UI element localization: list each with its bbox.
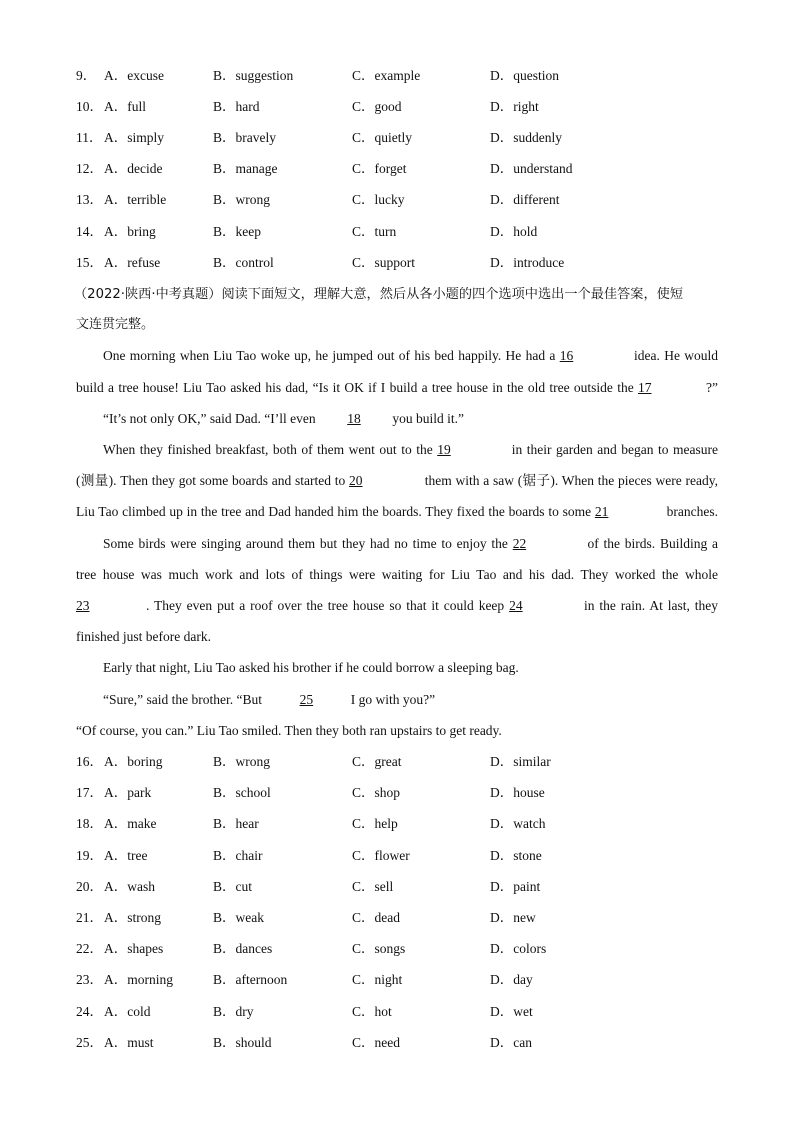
blank-19: 19: [437, 442, 451, 457]
option-a: A．strong: [104, 910, 161, 925]
option-d: D．understand: [490, 161, 573, 176]
option-b: B．afternoon: [213, 972, 288, 987]
option-b: B．cut: [213, 879, 252, 894]
option-d: D．house: [490, 785, 545, 800]
option-b: B．weak: [213, 910, 264, 925]
option-a: A．park: [104, 785, 152, 800]
option-b: B．school: [213, 785, 271, 800]
option-c: C．example: [352, 68, 421, 83]
option-d: D．similar: [490, 754, 551, 769]
passage-text: in the rain. At last, they: [579, 598, 718, 613]
option-a: A．cold: [104, 1004, 151, 1019]
blank-18: 18: [347, 411, 361, 426]
passage-line: [103, 346, 718, 366]
passage-text: them with a saw (锯子). When the pieces were ready,: [421, 473, 718, 488]
option-d: D．can: [490, 1035, 532, 1050]
question-number: 25．: [76, 1035, 103, 1050]
option-a: A．morning: [104, 972, 173, 987]
option-b: B．wrong: [213, 192, 270, 207]
blank-20: 20: [349, 473, 363, 488]
option-d: D．question: [490, 68, 559, 83]
option-c: C．songs: [352, 941, 406, 956]
option-d: D．introduce: [490, 255, 565, 270]
question-number: 13．: [76, 192, 103, 207]
option-b: B．keep: [213, 224, 261, 239]
question-number: 10．: [76, 99, 103, 114]
option-c: C．sell: [352, 879, 394, 894]
option-c: C．turn: [352, 224, 397, 239]
question-number: 22．: [76, 941, 103, 956]
passage-text: build a tree house! Liu Tao asked his dad, “Is it OK if I build a tree house in the old tree outside the: [76, 380, 639, 395]
option-d: D．colors: [490, 941, 547, 956]
option-b: B．suggestion: [213, 68, 294, 83]
option-d: D．paint: [490, 879, 541, 894]
question-number: 9．: [76, 68, 97, 83]
passage-text: When they finished breakfast, both of them went out to the: [103, 442, 438, 457]
passage-text: “Sure,” said the brother. “But: [103, 692, 266, 707]
option-b: B．should: [213, 1035, 272, 1050]
option-c: C．need: [352, 1035, 400, 1050]
option-a: A．refuse: [104, 255, 161, 270]
option-c: C．forget: [352, 161, 407, 176]
question-number: 18．: [76, 816, 103, 831]
passage-text: . They even put a roof over the tree house so that it could keep: [146, 598, 510, 613]
option-b: B．bravely: [213, 130, 276, 145]
option-c: C．support: [352, 255, 416, 270]
passage-line: [103, 440, 718, 460]
question-number: 15．: [76, 255, 103, 270]
passage-text: (测量). Then they got some boards and started to: [76, 473, 350, 488]
instruction-line-1: （2022·陕西·中考真题）阅读下面短文，理解大意，然后从各小题的四个选项中选出一个最佳答案，使短: [74, 287, 684, 302]
question-number: 14．: [76, 224, 103, 239]
option-a: A．must: [104, 1035, 154, 1050]
passage-text: Some birds were singing around them but they had no time to enjoy the: [103, 536, 513, 551]
option-c: C．help: [352, 816, 398, 831]
option-d: D．stone: [490, 848, 542, 863]
passage-text: in their garden and began to measure: [507, 442, 718, 457]
passage-line: [76, 502, 718, 522]
option-b: B．control: [213, 255, 274, 270]
passage-line: [103, 534, 718, 554]
option-d: D．different: [490, 192, 560, 207]
passage-line: tree house was much work and lots of things were waiting for Liu Tao and his dad. They worked the whole: [76, 567, 718, 582]
passage-line: [76, 378, 718, 398]
passage-line: [76, 596, 718, 616]
option-b: B．wrong: [213, 754, 270, 769]
option-a: A．shapes: [104, 941, 164, 956]
option-c: C．lucky: [352, 192, 405, 207]
option-c: C．shop: [352, 785, 401, 800]
option-d: D．suddenly: [490, 130, 562, 145]
option-c: C．flower: [352, 848, 410, 863]
question-number: 19．: [76, 848, 103, 863]
option-a: A．wash: [104, 879, 155, 894]
option-a: A．bring: [104, 224, 156, 239]
passage-line: “Of course, you can.” Liu Tao smiled. Then they both ran upstairs to get ready.: [76, 723, 502, 738]
passage-text: branches.: [662, 504, 718, 519]
option-c: C．quietly: [352, 130, 412, 145]
option-b: B．chair: [213, 848, 263, 863]
passage-text: idea. He would: [629, 348, 718, 363]
option-b: B．dances: [213, 941, 273, 956]
question-number: 11．: [76, 130, 103, 145]
passage-text: you build it.”: [388, 411, 464, 426]
question-number: 17．: [76, 785, 103, 800]
option-c: C．great: [352, 754, 402, 769]
question-number: 12．: [76, 161, 103, 176]
option-d: D．hold: [490, 224, 538, 239]
option-c: C．hot: [352, 1004, 392, 1019]
option-a: A．simply: [104, 130, 165, 145]
passage-text: One morning when Liu Tao woke up, he jumped out of his bed happily. He had a: [103, 348, 560, 363]
option-d: D．day: [490, 972, 533, 987]
passage-text: ?”: [706, 380, 718, 395]
blank-23: 23: [76, 598, 90, 613]
option-a: A．tree: [104, 848, 148, 863]
passage-text: “It’s not only OK,” said Dad. “I’ll even: [103, 411, 319, 426]
blank-25: 25: [299, 692, 314, 707]
blank-22: 22: [512, 536, 527, 551]
option-b: B．hear: [213, 816, 259, 831]
passage-line: [103, 409, 718, 429]
option-a: A．make: [104, 816, 157, 831]
question-number: 16．: [76, 754, 103, 769]
option-d: D．wet: [490, 1004, 533, 1019]
option-a: A．full: [104, 99, 146, 114]
passage-line: Early that night, Liu Tao asked his brother if he could borrow a sleeping bag.: [103, 660, 519, 675]
option-a: A．excuse: [104, 68, 164, 83]
passage-line: [76, 471, 718, 491]
question-number: 20．: [76, 879, 103, 894]
option-c: C．dead: [352, 910, 400, 925]
option-a: A．terrible: [104, 192, 167, 207]
question-number: 21．: [76, 910, 103, 925]
option-b: B．manage: [213, 161, 278, 176]
option-a: A．decide: [104, 161, 163, 176]
passage-line: finished just before dark.: [76, 629, 211, 644]
passage-text: of the birds. Building a: [582, 536, 718, 551]
blank-16: 16: [559, 348, 574, 363]
blank-21: 21: [594, 504, 609, 519]
option-d: D．watch: [490, 816, 546, 831]
option-b: B．dry: [213, 1004, 254, 1019]
question-number: 24．: [76, 1004, 103, 1019]
passage-text: I go with you?”: [347, 692, 436, 707]
option-c: C．night: [352, 972, 403, 987]
question-number: 23．: [76, 972, 103, 987]
blank-17: 17: [638, 380, 652, 395]
option-d: D．new: [490, 910, 536, 925]
option-c: C．good: [352, 99, 402, 114]
option-b: B．hard: [213, 99, 260, 114]
passage-text: Liu Tao climbed up in the tree and Dad handed him the boards. They fixed the boards to some: [76, 504, 595, 519]
instruction-line-2: 文连贯完整。: [76, 317, 155, 332]
passage-line: [103, 690, 718, 710]
blank-24: 24: [509, 598, 523, 613]
option-d: D．right: [490, 99, 539, 114]
option-a: A．boring: [104, 754, 163, 769]
